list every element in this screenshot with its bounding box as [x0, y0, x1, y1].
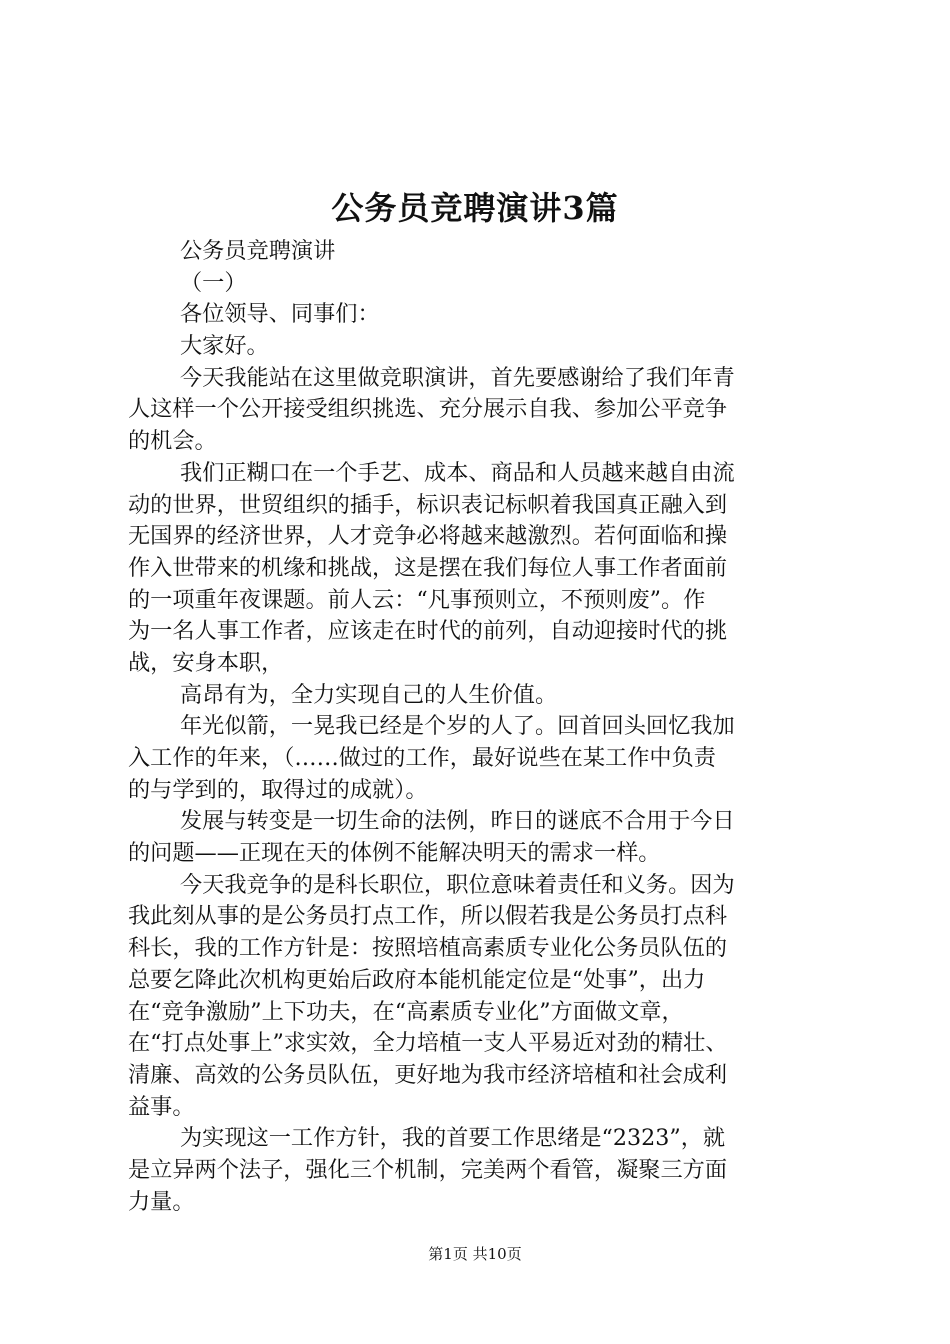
text-line: 我此刻从事的是公务员打点工作，所以假若我是公务员打点科 [128, 903, 728, 930]
page-number-footer: 第1页 共10页 [428, 1245, 522, 1263]
text-line: 发展与转变是一切生命的法例，昨日的谜底不合用于今日 [180, 808, 735, 835]
text-line: 高昂有为，全力实现自己的人生价值。 [180, 681, 558, 708]
text-line: 的问题——正现在天的体例不能解决明天的需求一样。 [128, 840, 661, 867]
text-line: 今天我能站在这里做竞职演讲，首先要感谢给了我们年青 [180, 364, 735, 391]
text-line: 益事。 [128, 1093, 195, 1120]
text-line: 战，安身本职， [128, 649, 284, 676]
document-body [128, 236, 848, 1218]
text-line: 人这样一个公开接受组织挑选、充分展示自我、参加公平竞争 [128, 396, 728, 423]
text-line: 力量。 [128, 1188, 195, 1215]
text-line: 总要乞降此次机构更始后政府本能机能定位是“处事”，出力 [128, 966, 706, 993]
text-line: 为一名人事工作者，应该走在时代的前列，自动迎接时代的挑 [128, 618, 728, 645]
text-line: 的一项重年夜课题。前人云：“凡事预则立，不预则废”。作 [128, 586, 706, 613]
text-line: 是立异两个法子，强化三个机制，完美两个看管，凝聚三方面 [128, 1156, 728, 1183]
text-line: 大家好。 [180, 333, 269, 360]
text-line: （一） [180, 269, 247, 296]
text-line: 的机会。 [128, 428, 217, 455]
text-line: 我们正糊口在一个手艺、成本、商品和人员越来越自由流 [180, 459, 735, 486]
text-line: 公务员竞聘演讲 [180, 238, 336, 264]
text-line: 作入世带来的机缘和挑战，这是摆在我们每位人事工作者面前 [128, 554, 728, 581]
document-title: 公务员竞聘演讲3篇 [331, 189, 619, 227]
text-line: 清廉、高效的公务员队伍，更好地为我市经济培植和社会成利 [128, 1061, 728, 1088]
text-line: 在“竞争激励”上下功夫，在“高素质专业化”方面做文章， [128, 998, 684, 1025]
text-line: 入工作的年来，（……做过的工作，最好说些在某工作中负责 [128, 745, 716, 771]
text-line: 各位领导、同事们： [180, 301, 380, 328]
text-line: 的与学到的，取得过的成就）。 [128, 776, 428, 803]
text-line: 年光似箭，一晃我已经是个岁的人了。回首回头回忆我加 [180, 713, 735, 740]
text-line: 今天我竞争的是科长职位，职位意味着责任和义务。因为 [180, 871, 735, 898]
text-line: 动的世界，世贸组织的插手，标识表记标帜着我国真正融入到 [128, 491, 728, 518]
text-line: 无国界的经济世界，人才竞争必将越来越激烈。若何面临和操 [128, 523, 728, 550]
text-line: 在“打点处事上”求实效，全力培植一支人平易近对劲的精壮、 [128, 1030, 728, 1057]
text-line: 为实现这一工作方针，我的首要工作思绪是“2323”，就 [180, 1125, 726, 1152]
text-line: 科长，我的工作方针是：按照培植高素质专业化公务员队伍的 [128, 935, 728, 962]
